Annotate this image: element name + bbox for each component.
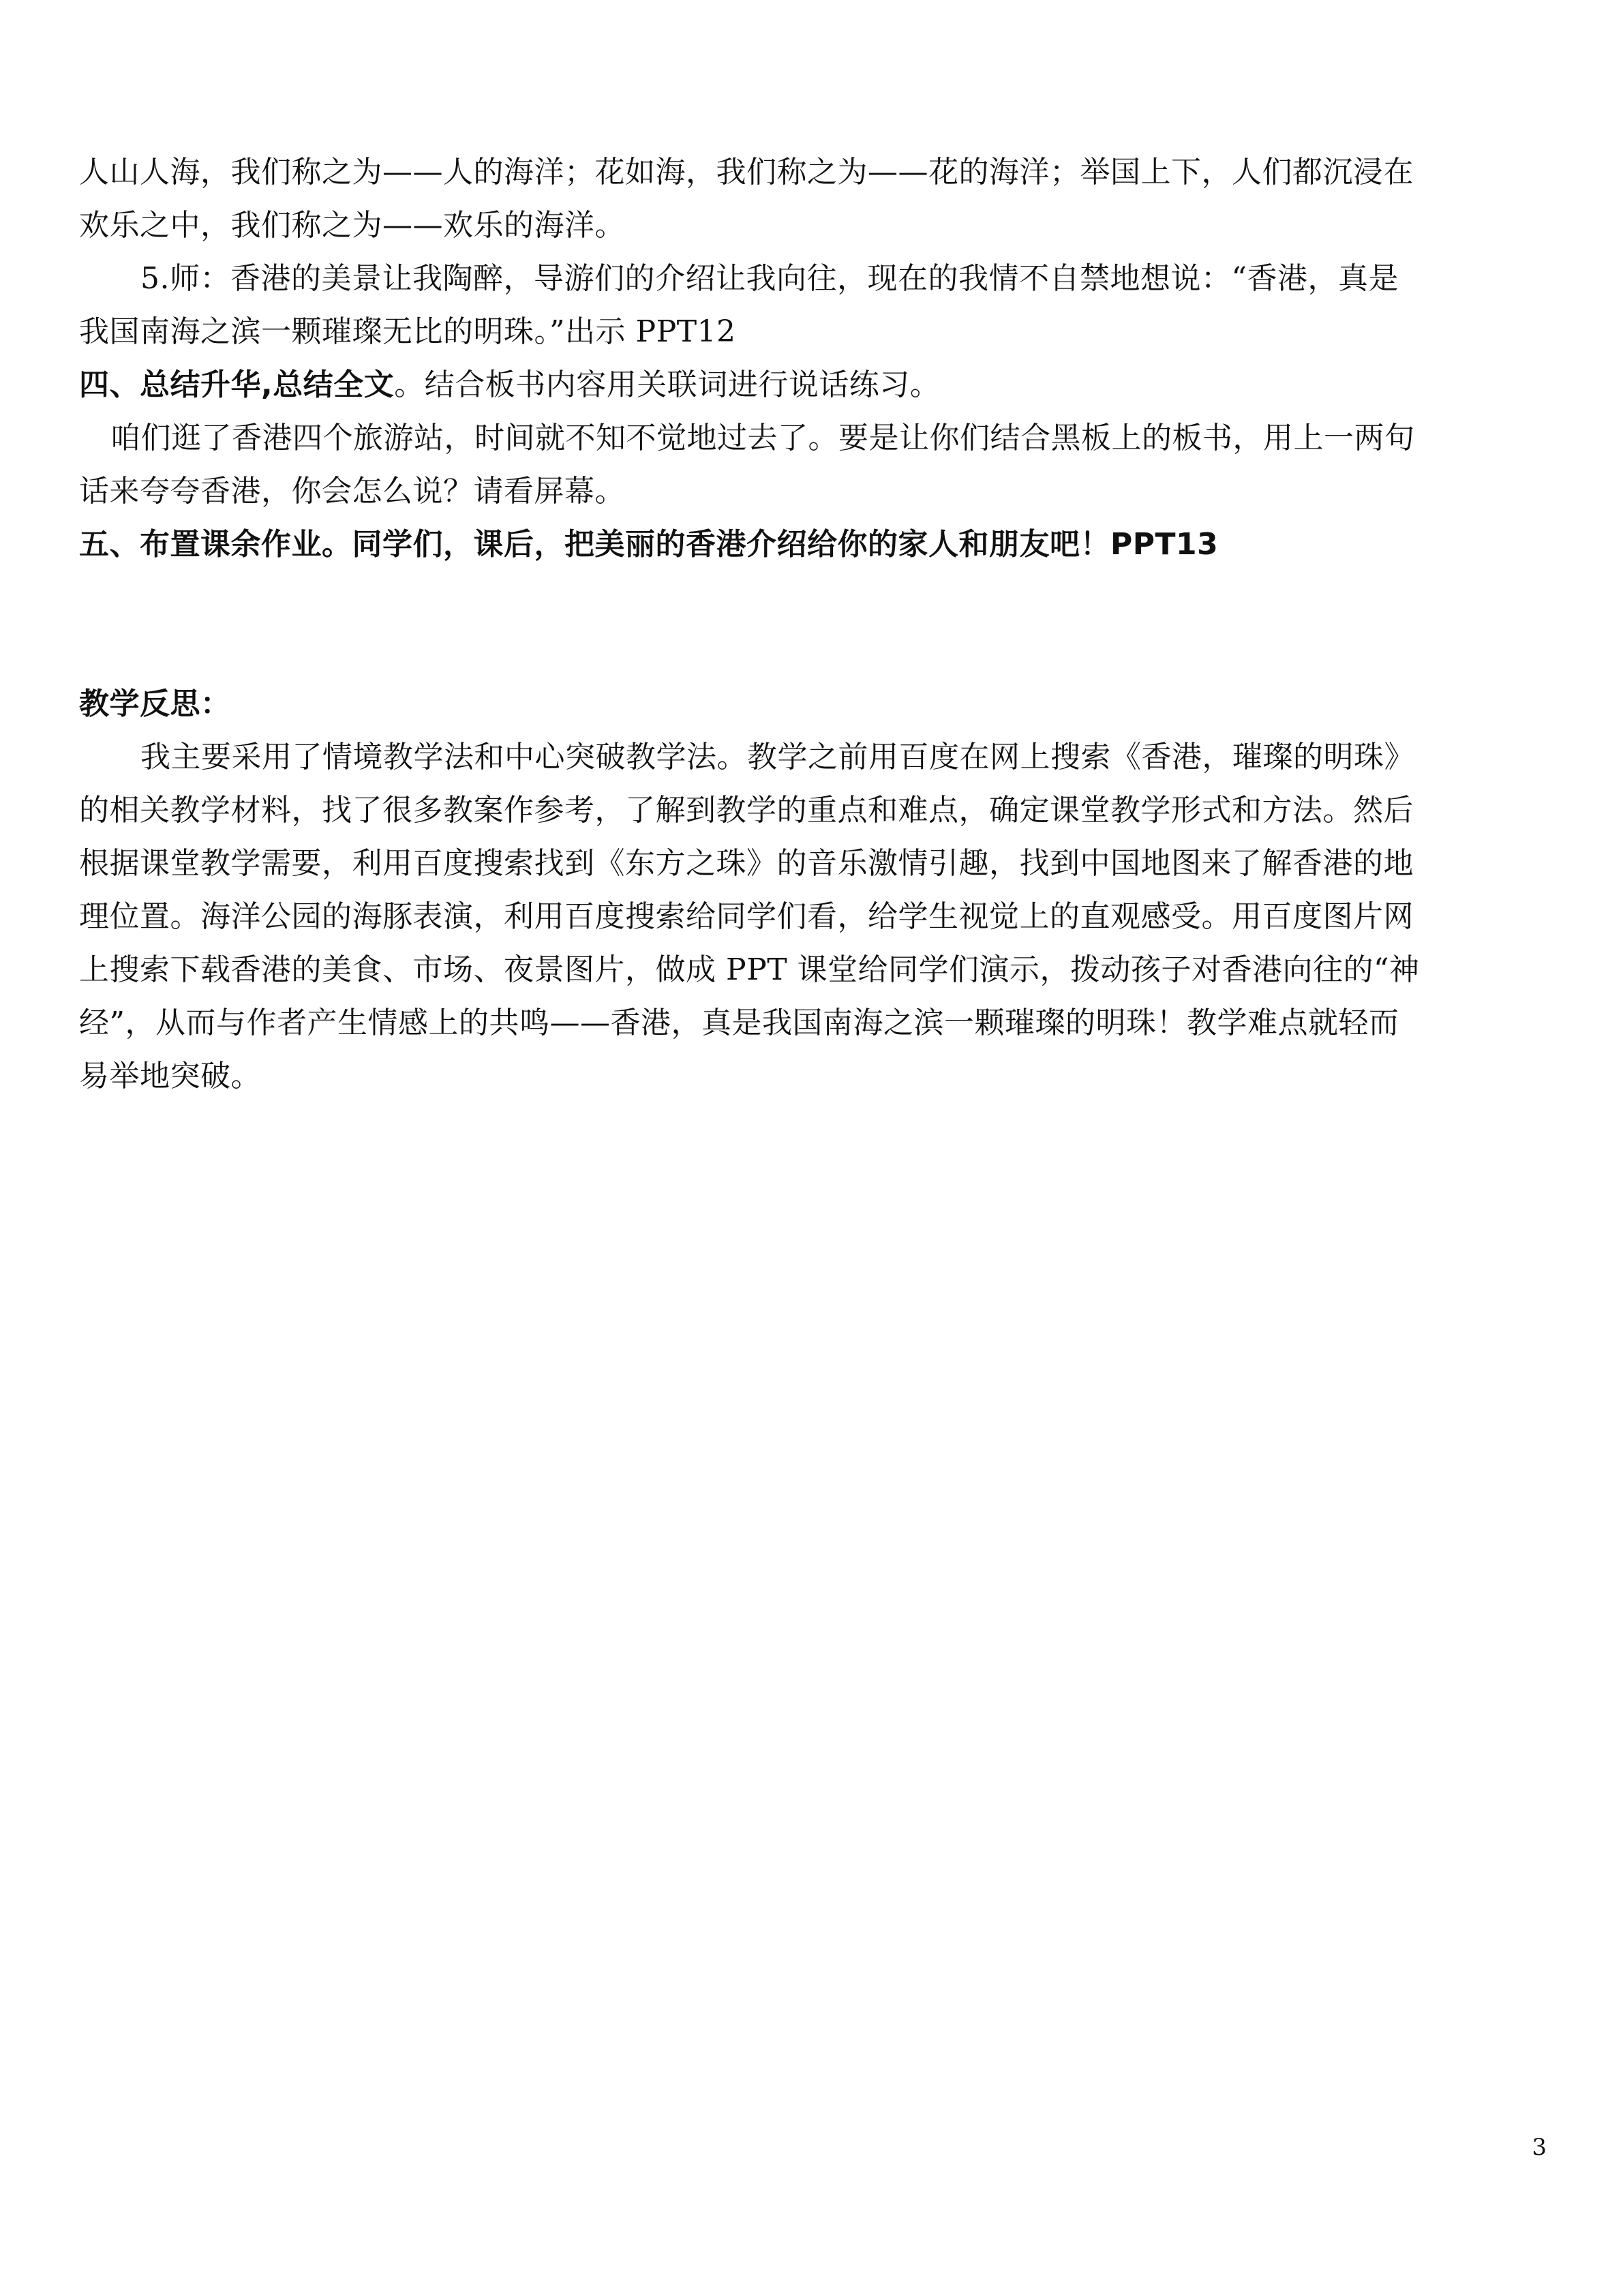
page-number: 3 (1532, 2134, 1547, 2161)
paragraph-ocean-line-2: 欢乐之中，我们称之为——欢乐的海洋。 (79, 208, 625, 243)
document-content (79, 146, 1538, 1103)
section-four-line (79, 359, 1538, 412)
reflection-line: 经”，从而与作者产生情感上的共鸣——香港，真是我国南海之滨一颗璀璨的明珠！教学难点就轻而 (79, 1006, 1399, 1040)
paragraph-summary-line-2: 话来夸夸香港，你会怎么说？请看屏幕。 (79, 474, 625, 509)
reflection-line: 我主要采用了情境教学法和中心突破教学法。教学之前用百度在网上搜索《香港，璀璨的明珠》 (140, 740, 1414, 774)
section-four-heading: 四、总结升华,总结全文 (79, 367, 395, 402)
paragraph-summary-line-1: 咱们逛了香港四个旅游站，时间就不知不觉地过去了。要是让你们结合黑板上的板书，用上一两句 (110, 421, 1415, 455)
paragraph-teacher-line-1: 5.师：香港的美景让我陶醉，导游们的介绍让我向往，现在的我情不自禁地想说：“香港，真是 (140, 261, 1399, 296)
paragraph-ocean-line-1: 人山人海，我们称之为——人的海洋；花如海，我们称之为——花的海洋；举国上下，人们都沉浸在 (79, 155, 1414, 190)
reflection-line: 易举地突破。 (79, 1059, 261, 1093)
section-five-line: 五、布置课余作业。同学们，课后，把美丽的香港介绍给你的家人和朋友吧！PPT13 (79, 527, 1219, 562)
section-spacer (79, 571, 1538, 678)
paragraph-teacher-line-2: 我国南海之滨一颗璀璨无比的明珠。”出示 PPT12 (79, 314, 736, 349)
section-four-text: 。结合板书内容用关联词进行说话练习。 (394, 367, 941, 402)
reflection-line: 理位置。海洋公园的海豚表演，利用百度搜索给同学们看，给学生视觉上的直观感受。用百度图片网 (79, 899, 1414, 934)
reflection-title: 教学反思： (79, 686, 231, 721)
reflection-line: 根据课堂教学需要，利用百度搜索找到《东方之珠》的音乐激情引趣，找到中国地图来了解香港的地 (79, 846, 1414, 881)
reflection-line: 上搜索下载香港的美食、市场、夜景图片，做成 PPT 课堂给同学们演示，拨动孩子对香港向往的“神 (79, 952, 1420, 987)
reflection-line: 的相关教学材料，找了很多教案作参考，了解到教学的重点和难点，确定课堂教学形式和方法。然后 (79, 793, 1414, 828)
